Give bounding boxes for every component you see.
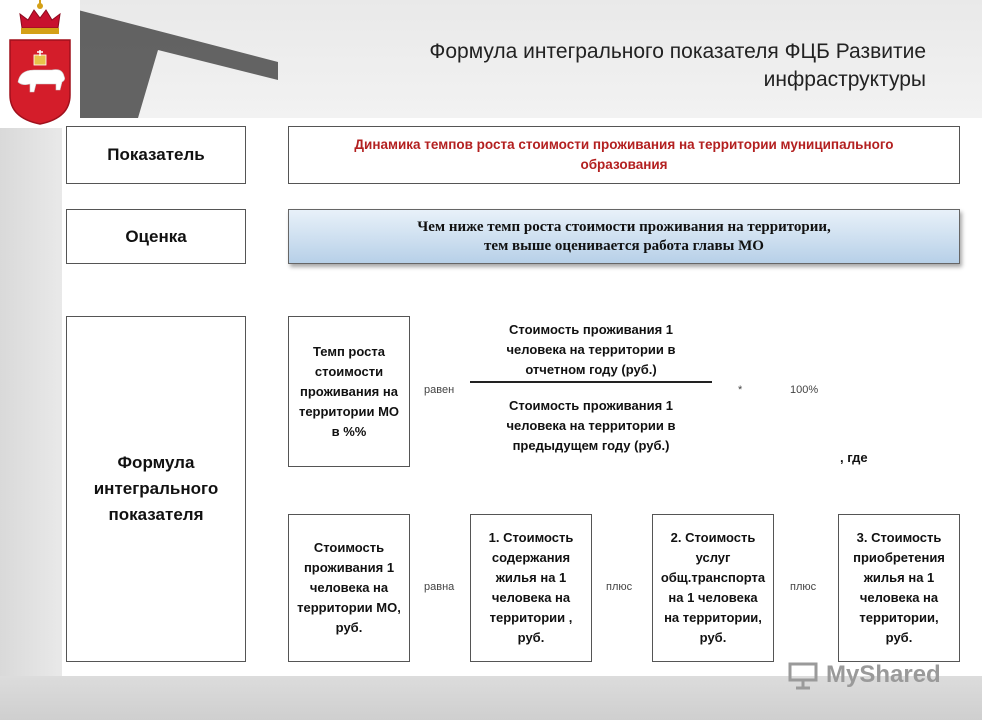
- title-line-1: Формула интегрального показателя ФЦБ Развитие: [429, 40, 926, 63]
- left-background: [0, 118, 62, 720]
- page-title: [326, 38, 926, 94]
- title-line-2: инфраструктуры: [763, 68, 926, 91]
- evaluation-text-box: [288, 209, 960, 264]
- evaluation-label: Оценка: [125, 226, 187, 246]
- plus-operator-1: плюс: [606, 581, 633, 593]
- item3-line-3: жилья на 1: [863, 570, 935, 585]
- living-cost-line-1: Стоимость: [313, 540, 385, 555]
- growth-rate-line-2: стоимости: [314, 363, 384, 379]
- equals-operator-1: равен: [424, 384, 455, 396]
- transport-services-box: [652, 514, 774, 662]
- numerator-line-2: человека на территории в: [506, 342, 676, 357]
- watermark-text: MyShared: [826, 661, 941, 688]
- living-cost-box: [288, 514, 410, 662]
- evaluation-text-line-1: Чем ниже темп роста стоимости проживания на территории,: [417, 218, 831, 235]
- item2-line-5: на территории,: [664, 610, 762, 625]
- indicator-label-box: [66, 126, 246, 184]
- presentation-icon: [788, 660, 818, 690]
- formula-label-line-3: показателя: [108, 505, 204, 524]
- where-text: , где: [840, 450, 868, 465]
- living-cost-line-5: руб.: [335, 620, 363, 635]
- growth-rate-line-1: Темп роста: [313, 343, 385, 359]
- decorative-swoosh: [78, 10, 278, 118]
- item2-line-6: руб.: [699, 630, 727, 645]
- formula-label-box: [66, 316, 246, 662]
- item2-line-3: общ.транспорта: [660, 570, 766, 585]
- numerator-line-3: отчетном году (руб.): [525, 362, 657, 377]
- denominator-text: [470, 396, 712, 456]
- multiply-operator: *: [738, 384, 743, 396]
- indicator-text-line-2: образования: [580, 157, 668, 172]
- item1-line-2: содержания: [491, 550, 571, 565]
- item3-line-5: территории,: [859, 610, 939, 625]
- growth-rate-line-3: проживания на: [300, 383, 398, 399]
- numerator-text: [470, 320, 712, 380]
- living-cost-line-4: территории МО,: [297, 600, 401, 615]
- living-cost-line-3: человека на: [309, 580, 389, 595]
- formula-label-line-2: интегрального: [93, 479, 219, 498]
- evaluation-label-box: [66, 209, 246, 264]
- growth-rate-box: [288, 316, 410, 467]
- item3-line-2: приобретения: [853, 550, 945, 565]
- indicator-text-line-1: Динамика темпов роста стоимости проживания на территории муниципального: [354, 137, 894, 152]
- item1-line-1: 1. Стоимость: [488, 530, 574, 545]
- watermark: [788, 655, 941, 695]
- denominator-line-1: Стоимость проживания 1: [508, 398, 674, 413]
- growth-rate-line-4: территории МО: [298, 403, 400, 419]
- item3-line-4: человека на: [859, 590, 939, 605]
- item3-line-6: руб.: [885, 630, 913, 645]
- evaluation-text-line-2: тем выше оценивается работа главы МО: [484, 237, 764, 254]
- item3-line-1: 3. Стоимость: [856, 530, 942, 545]
- item1-line-6: руб.: [517, 630, 545, 645]
- percent-value: 100%: [790, 384, 819, 396]
- fraction-line: [470, 381, 712, 383]
- coat-of-arms-logo: [0, 0, 80, 128]
- item1-line-4: человека на: [491, 590, 571, 605]
- item1-line-3: жилья на 1: [495, 570, 567, 585]
- growth-rate-line-5: в %%: [331, 423, 367, 439]
- formula-label-line-1: Формула: [117, 453, 195, 472]
- housing-maintenance-box: [470, 514, 592, 662]
- plus-operator-2: плюс: [790, 581, 817, 593]
- numerator-line-1: Стоимость проживания 1: [508, 322, 674, 337]
- equals-operator-2: равна: [424, 581, 455, 593]
- indicator-text-box: [288, 126, 960, 184]
- housing-purchase-box: [838, 514, 960, 662]
- item2-line-2: услуг: [695, 550, 731, 565]
- indicator-label: Показатель: [107, 145, 205, 164]
- living-cost-line-2: проживания 1: [303, 560, 395, 575]
- item1-line-5: территории ,: [489, 610, 573, 625]
- denominator-line-3: предыдущем году (руб.): [512, 438, 670, 453]
- item2-line-4: на 1 человека: [668, 590, 758, 605]
- denominator-line-2: человека на территории в: [506, 418, 676, 433]
- item2-line-1: 2. Стоимость: [670, 530, 756, 545]
